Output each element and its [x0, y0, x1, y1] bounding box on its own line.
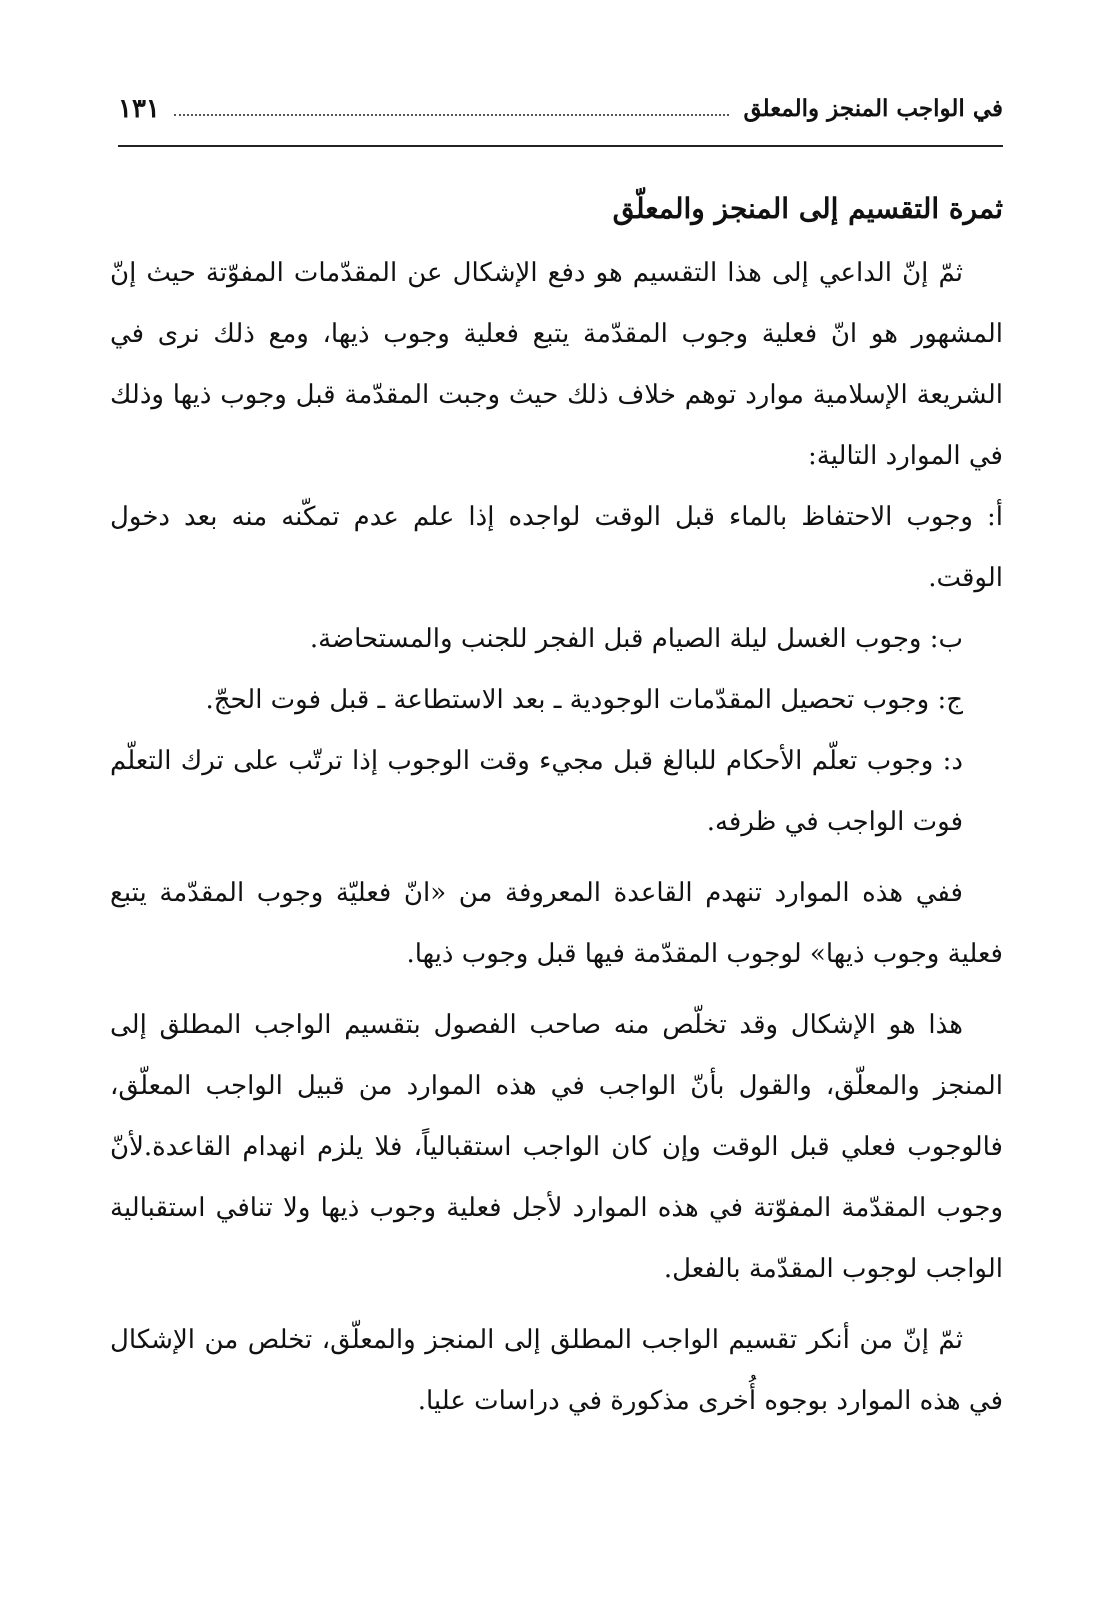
paragraph-other-solutions: ثمّ إنّ من أنكر تقسيم الواجب المطلق إلى المنجز والمعلّق، تخلص من الإشكال في هذه الموارد بوجوه أُخرى مذكورة في دراسات عليا.	[110, 1325, 1003, 1416]
header-rule	[118, 145, 1003, 147]
paragraph-rule-collapse: ففي هذه الموارد تنهدم القاعدة المعروفة من «انّ فعليّة وجوب المقدّمة يتبع فعلية وجوب ذيها» لوجوب المقدّمة فيها قبل وجوب ذيها.	[110, 878, 1003, 969]
running-title: في الواجب المنجز والمعلق	[743, 95, 1003, 122]
page-header	[118, 78, 1003, 126]
paragraph-intro: ثمّ إنّ الداعي إلى هذا التقسيم هو دفع الإشكال عن المقدّمات المفوّتة حيث إنّ المشهور هو انّ فعلية وجوب المقدّمة يتبع فعلية وجوب ذيها، ومع ذلك نرى في الشريعة الإسلامية موارد توهم خلاف ذلك حيث وجبت المقدّمة قبل وجوب ذيها وذلك في الموارد التالية:	[110, 258, 1003, 471]
list-item-d: د: وجوب تعلّم الأحكام للبالغ قبل مجيء وقت الوجوب إذا ترتّب على ترك التعلّم فوت الواجب في ظرفه.	[110, 746, 963, 837]
page-number: ١٣١	[118, 94, 160, 124]
list-item-b: ب: وجوب الغسل ليلة الصيام قبل الفجر للجنب والمستحاضة.	[309, 624, 963, 654]
section-title: ثمرة التقسيم إلى المنجز والمعلّق	[612, 192, 1003, 225]
list-item-j: ج: وجوب تحصيل المقدّمات الوجودية ـ بعد الاستطاعة ـ قبل فوت الحجّ.	[205, 685, 963, 715]
paragraph-fusul-solution: هذا هو الإشكال وقد تخلّص منه صاحب الفصول بتقسيم الواجب المطلق إلى المنجز والمعلّق، والقول بأنّ الواجب في هذه الموارد من قبيل الواجب المعلّق، فالوجوب فعلي قبل الوقت وإن كان الواجب استقبالياً، فلا يلزم انهدام القاعدة.لأنّ وجوب المقدّمة المفوّتة في هذه الموارد لأجل فعلية وجوب ذيها ولا تنافي استقبالية الواجب لوجوب المقدّمة بالفعل.	[110, 1010, 1003, 1284]
list-item-a: أ: وجوب الاحتفاظ بالماء قبل الوقت لواجده إذا علم عدم تمكّنه منه بعد دخول الوقت.	[110, 502, 1003, 593]
page-body	[110, 178, 1003, 1432]
dotted-leader	[174, 114, 730, 116]
